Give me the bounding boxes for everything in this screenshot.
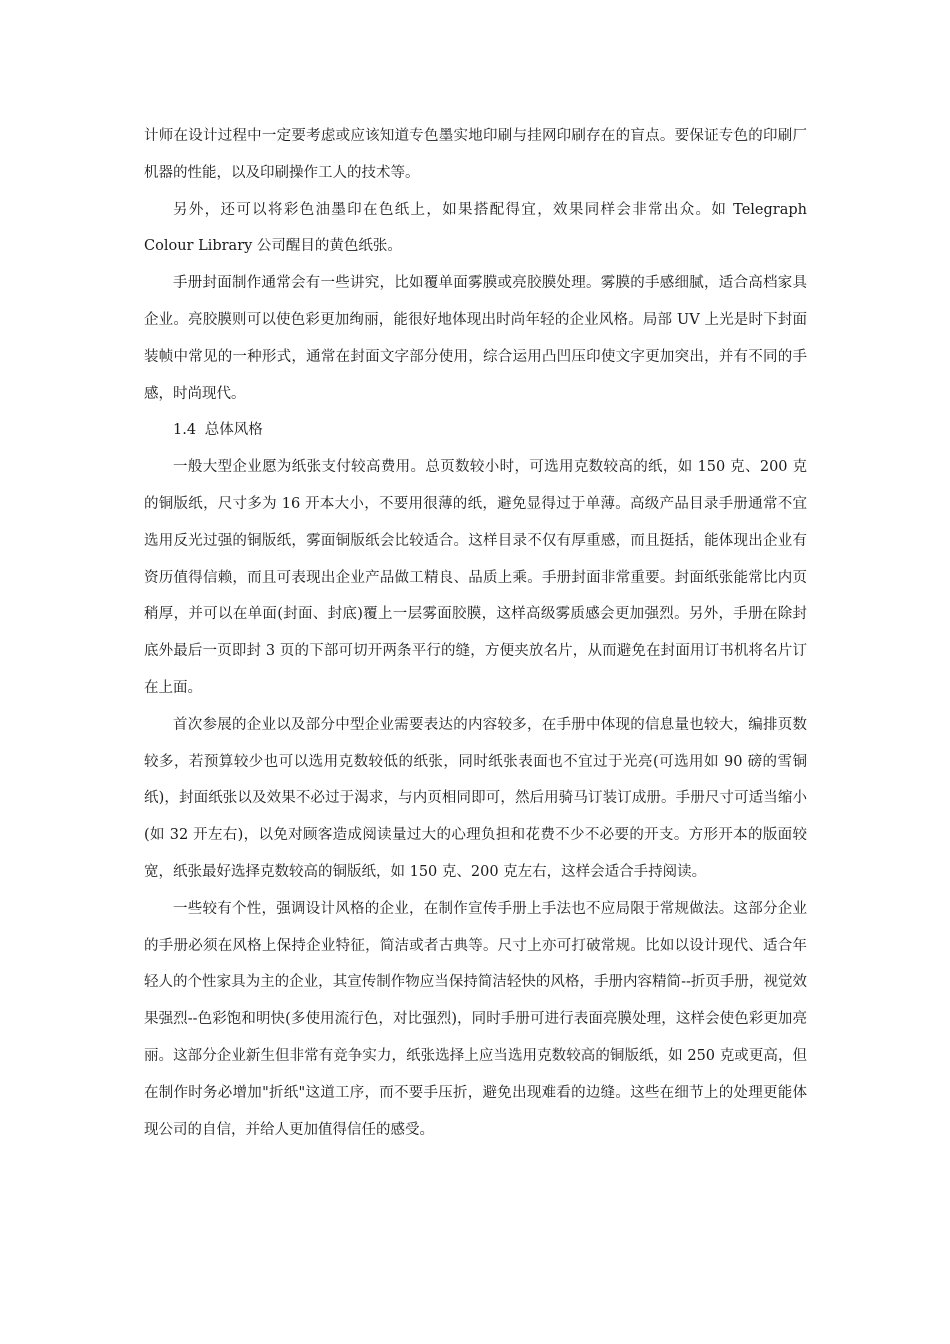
paragraph-large-enterprise: 一般大型企业愿为纸张支付较高费用。总页数较小时，可选用克数较高的纸，如 150 克、200 克的铜版纸，尺寸多为 16 开本大小，不要用很薄的纸，避免显得过于单薄。高级产品目录手册通常不宜选用反光过强的铜版纸，雾面铜版纸会比较适合。这样目录不仅有厚重感，而且挺括，能体现出企业有资历值得信赖，而且可表现出企业产品做工精良、品质上乘。手册封面非常重要。封面纸张能常比内页稍厚，并可以在单面(封面、封底)覆上一层雾面胶膜，这样高级雾质感会更加强烈。另外，手册在除封底外最后一页即封 3 页的下部可切开两条平行的缝，方便夹放名片，从而避免在封面用订书机将名片订在上面。 [144, 459, 807, 696]
section-heading [144, 412, 807, 449]
paragraph-continuation: 计师在设计过程中一定要考虑或应该知道专色墨实地印刷与挂网印刷存在的盲点。要保证专色的印刷厂机器的性能，以及印刷操作工人的技术等。 [144, 128, 807, 181]
section-title: 总体风格 [204, 422, 263, 439]
paragraph-cover-finishing: 手册封面制作通常会有一些讲究，比如覆单面雾膜或亮胶膜处理。雾膜的手感细腻，适合高档家具企业。亮胶膜则可以使色彩更加绚丽，能很好地体现出时尚年轻的企业风格。局部 UV 上光是时下封面装帧中常见的一种形式，通常在封面文字部分使用，综合运用凸凹压印使文字更加突出，并有不同的手感，时尚现代。 [144, 275, 807, 402]
paragraph-color-paper: 另外，还可以将彩色油墨印在色纸上，如果搭配得宜，效果同样会非常出众。如 Telegraph Colour Library 公司醒目的黄色纸张。 [144, 201, 807, 255]
paragraph-midsize-enterprise: 首次参展的企业以及部分中型企业需要表达的内容较多，在手册中体现的信息量也较大，编排页数较多，若预算较少也可以选用克数较低的纸张，同时纸张表面也不宜过于光亮(可选用如 90 磅的雪铜纸)，封面纸张以及效果不必过于渴求，与内页相同即可，然后用骑马订装订成册。手册尺寸可适当缩小(如 32 开左右)，以免对顾客造成阅读量过大的心理负担和花费不少不必要的开支。方形开本的版面较宽，纸张最好选择克数较高的铜版纸，如 150 克、200 克左右，这样会适合手持阅读。 [144, 716, 807, 880]
section-number: 1.4 [173, 422, 197, 439]
paragraph-distinctive-enterprise: 一些较有个性，强调设计风格的企业，在制作宣传手册上手法也不应局限于常规做法。这部分企业的手册必须在风格上保持企业特征，简洁或者古典等。尺寸上亦可打破常规。比如以设计现代、适合年轻人的个性家具为主的企业，其宣传制作物应当保持简洁轻快的风格，手册内容精简--折页手册，视觉效果强烈--色彩饱和明快(多使用流行色，对比强烈)，同时手册可进行表面亮膜处理，这样会使色彩更加亮丽。这部分企业新生但非常有竞争实力，纸张选择上应当选用克数较高的铜版纸，如 250 克或更高，但在制作时务必增加"折纸"这道工序，而不要手压折，避免出现难看的边缝。这些在细节上的处理更能体现公司的自信，并给人更加值得信任的感受。 [144, 900, 807, 1138]
document-body [144, 118, 807, 1148]
